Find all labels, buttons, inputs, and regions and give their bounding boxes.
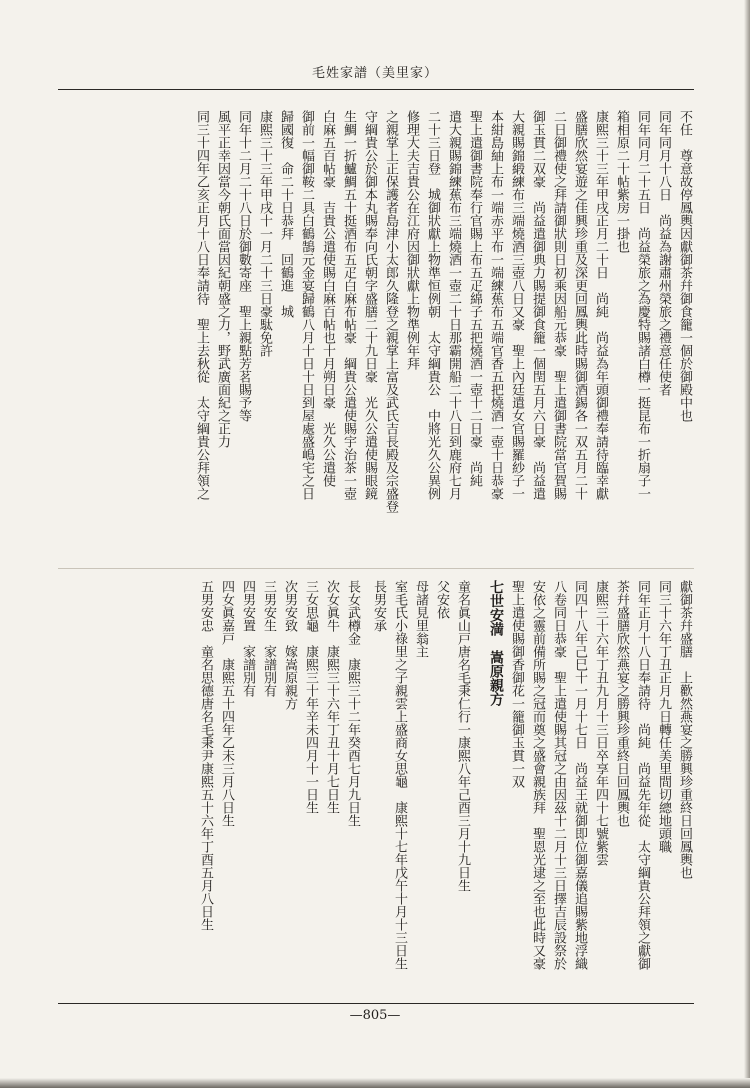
- text-column: 御玉貫二双豪 尚益遣御典力賜提御食籠一個閏五月六日豪 尚益遣: [530, 110, 545, 500]
- text-column: 同四十八年己巳十一月十七日 尚益王就御即位御嘉儀追賜紫地浮織: [572, 580, 587, 970]
- text-column: 四男安置 家譜別有: [240, 580, 255, 697]
- text-column: 生鯛一折鱸鯛五十挺酒布五疋白麻布帖豪 綱貴公遣使賜宇治茶一壺: [341, 110, 356, 500]
- text-column: 同年同月二十五日 尚益榮旅之為慶特賜諸白樽一挺昆布一折扇子一: [635, 110, 650, 500]
- bottom-rule: [58, 1003, 694, 1004]
- section-divider: [58, 568, 694, 569]
- text-column: 箱相原二十帖紫房一掛也: [614, 110, 629, 253]
- scan-bottom-shadow: [0, 1078, 750, 1088]
- text-column: 母諸見里翁主: [413, 580, 428, 658]
- text-column: 同年同月十八日 尚益為謝肅州榮旅之禮意任使者: [656, 110, 671, 396]
- text-column: 之親掌上正保護者島津小太郎久隆登之親掌上富及武氏吉長殿及宗盛登: [383, 110, 398, 513]
- text-column: 同三十六年丁丑正月九日轉任美里間切總地頭職: [656, 580, 671, 853]
- text-column: 童名眞山戸唐名毛秉仁行一康熙八年己酉三月十九日生: [455, 580, 470, 892]
- scan-edge-shadow: [744, 0, 750, 1088]
- text-column: 大親賜錦緞練布三端燒酒三壺八日又豪 聖上內廷遣女官賜羅紗子一: [509, 110, 524, 500]
- text-column: 同年正月十八日奉請待 尚純 尚益先年從 太守綱貴公拜領之獻御: [635, 580, 650, 970]
- text-column: 三男安生 家譜別有: [261, 580, 276, 697]
- text-column: 同年十二月二十八日於御數寄座 聖上親點芳茗賜予等: [236, 110, 251, 422]
- text-column: 同三十四年乙亥正月十八日奉請待 聖上去秋從 太守綱貴公拜領之: [194, 110, 209, 500]
- text-column: 聖上遣使賜御香御花一籠御玉貫一双: [509, 580, 524, 788]
- generation-heading: 七世安満 嵩原親方: [488, 580, 504, 706]
- text-column: 本紺島紬上布一端赤平布一端練蕉布五端官香五把燒酒一壺十日恭豪: [488, 110, 503, 500]
- lower-text-block: [58, 580, 694, 1000]
- text-column: 修理大夫吉貴公在江府因御狀獻上物準例年拜: [404, 110, 419, 370]
- text-column: 歸國復 命二十日恭拜 回鶴進 城: [278, 110, 293, 318]
- text-column: 父安依: [434, 580, 449, 619]
- page-title: 毛姓家譜（美里家）: [311, 66, 438, 81]
- text-column: 獻御茶幷盛膳 上歡然燕宴之勝興珍重終日回鳳輿也: [677, 580, 692, 879]
- text-column: 盛膳欣然宴遊之佳興珍重及深更回鳳輿此時賜御酒錫各一双五月二十: [572, 110, 587, 500]
- text-column: 不任 尊意故停鳳輿因獻御茶幷御食籠一個於御殿中也: [677, 110, 692, 422]
- text-column: 風平正幸因當今朝氏面當因紀朝盛之力，野武廣面紀之正力: [215, 110, 230, 448]
- text-column: 白麻五百帖豪 吉貴公遣使賜白麻百帖也十月朔日豪 光久公遣使: [320, 110, 335, 487]
- top-rule: [58, 89, 694, 90]
- text-column: 五男安忠 童名思德唐名毛秉尹康熙五十六年丁酉五月八日生: [198, 580, 213, 931]
- text-column: 御前一幅御鞍二具白鶴鵠元金宴歸鶴八月十日十日到屋處盛嶋宅之日: [299, 110, 314, 500]
- text-column: 八卷同日恭豪 聖上遣使賜其冠之由因茲十二月十三日擇吉辰設祭於: [551, 580, 566, 970]
- text-column: 聖上遣御書院奉行官賜上布五疋綿子五把燒酒一壺十二日豪 尚純: [467, 110, 482, 487]
- text-column: 長男安承: [371, 580, 386, 632]
- text-column: 康熙三十六年丁丑九月十三日卒享年四十七號紫雲: [593, 580, 608, 866]
- page-number: —805—: [349, 1008, 401, 1023]
- text-column: 次男安致 嫁嵩原親方: [282, 580, 297, 710]
- text-column: 康熙三十三年甲戌正月二十日 尚純 尚益為年頭御禮奉請待臨幸獻: [593, 110, 608, 500]
- upper-text-block: [58, 110, 694, 562]
- text-column: 三女思龜 康熙三十年辛未四月十一日生: [303, 580, 318, 814]
- text-column: 室毛氏小祿里之子親雲上盛商女思龜 康熙十七年戊午十月十三日生: [392, 580, 407, 970]
- text-column: 守綱貴公於御本丸賜奉向氏朝字盛膳二十九日豪 光久公遣使賜眼鏡: [362, 110, 377, 500]
- text-column: 二十三日登 城御狀獻上物準恒例朝 太守綱貴公 中將光久公異例: [425, 110, 440, 500]
- text-column: 長女武樽金 康熙三十二年癸酉七月九日生: [345, 580, 360, 827]
- text-column: 康熙三十三年甲戌十一月二十三日豪駄免許: [257, 110, 272, 357]
- text-column: 安依之靈前備所賜之冠而奠之盛會親族拜 聖恩光逮之至也此時又豪: [530, 580, 545, 970]
- text-column: 四女眞嘉戸 康熙五十四年乙未三月八日生: [219, 580, 234, 827]
- text-column: 次女眞牛 康熙三十六年丁丑十月七日生: [324, 580, 339, 814]
- text-column: 遣大親賜錦練蕉布三端燒酒一壺二十日那霸開船二十八日到鹿府七月: [446, 110, 461, 500]
- text-column: 茶幷盛膳欣然燕宴之勝興珍重終日回鳳輿也: [614, 580, 629, 827]
- text-column: 二日御禮使之拜請御狀則日初乘因船元恭豪 聖上遣御書院當官賀賜: [551, 110, 566, 500]
